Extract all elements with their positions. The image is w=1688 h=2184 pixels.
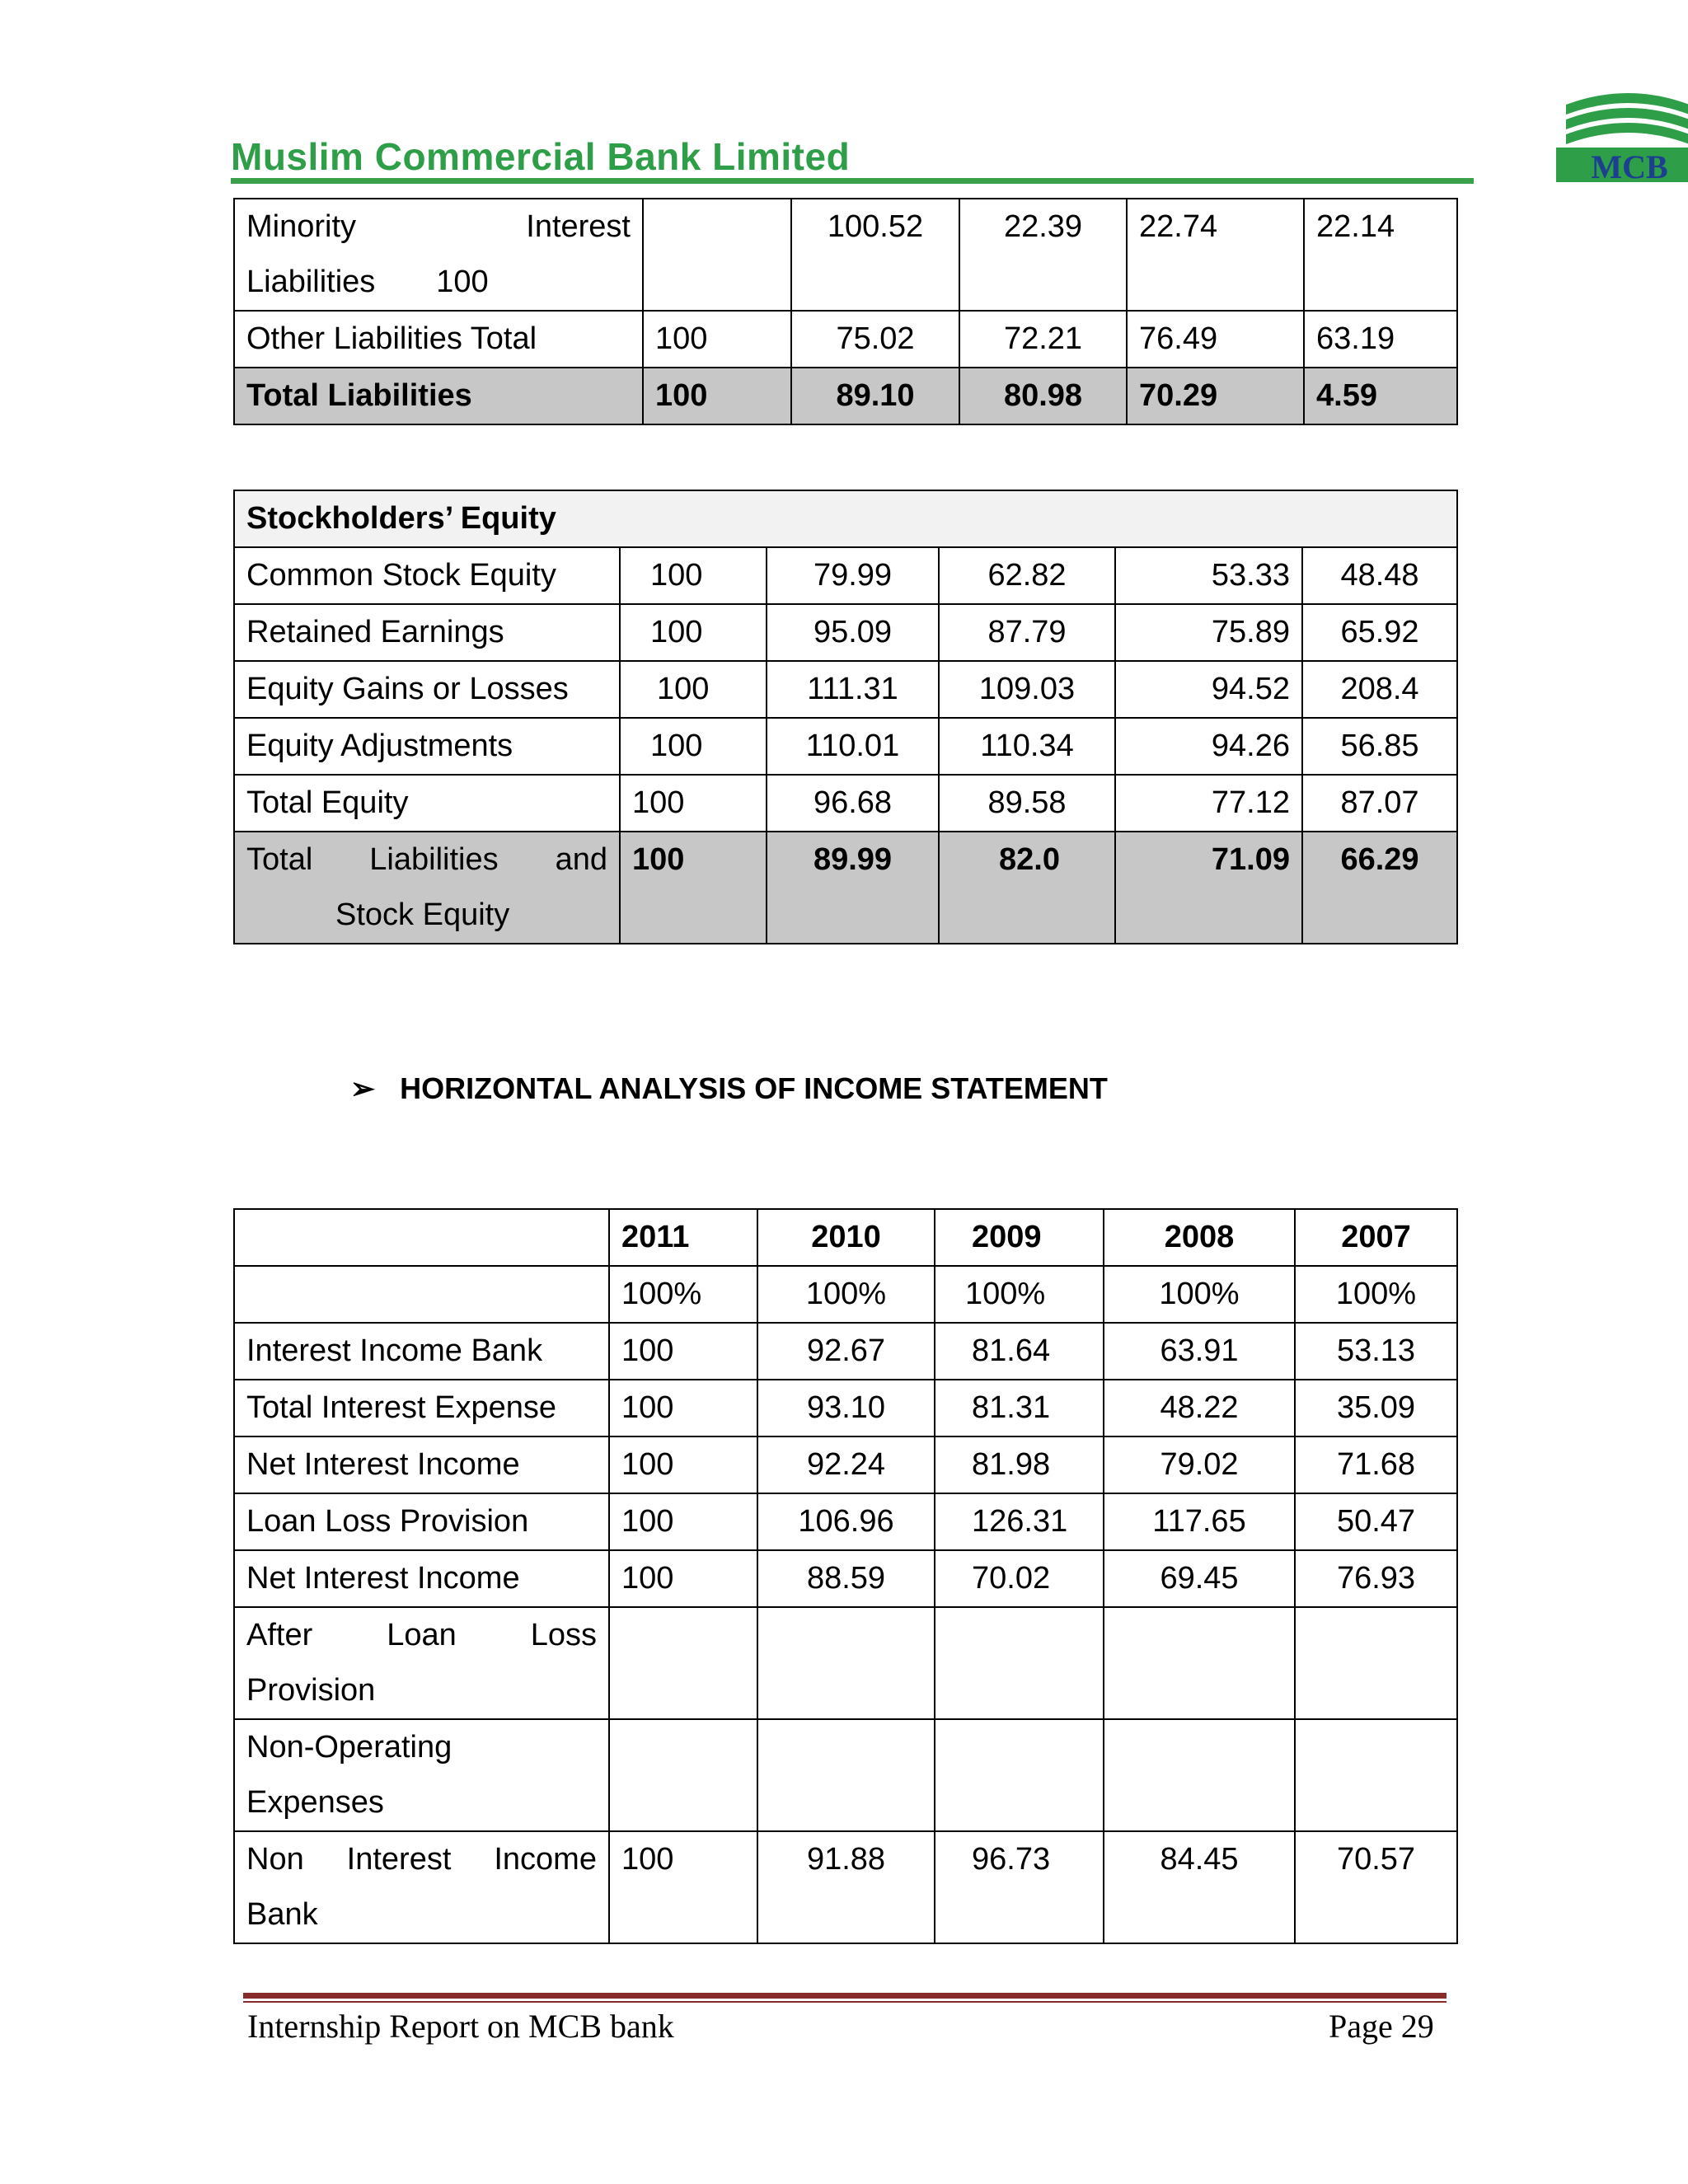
table-row — [234, 661, 1457, 718]
cell-value: 100.52 — [791, 199, 959, 311]
cell-value: 69.45 — [1104, 1550, 1295, 1607]
cell-value: 92.24 — [757, 1436, 935, 1493]
cell-value: 66.29 — [1302, 832, 1457, 944]
cell-value: 84.45 — [1104, 1831, 1295, 1943]
cell-value: 93.10 — [757, 1380, 935, 1436]
cell-value: 89.58 — [939, 775, 1115, 832]
section-title: Stockholders’ Equity — [234, 490, 1457, 547]
cell-value: 100 — [620, 832, 767, 944]
empty-cell — [1295, 1719, 1457, 1831]
cell-value: 100 — [620, 775, 767, 832]
cell-value: 126.31 — [935, 1493, 1104, 1550]
footer-rule-thin — [243, 2001, 1447, 2003]
footer-report-title: Internship Report on MCB bank — [247, 2008, 674, 2045]
cell-value: 208.4 — [1302, 661, 1457, 718]
footer-rule — [243, 1993, 1447, 1999]
cell-value: 70.29 — [1127, 368, 1304, 424]
cell-value: 100 — [620, 718, 767, 775]
cell-value: 50.47 — [1295, 1493, 1457, 1550]
cell-value: 100 — [620, 604, 767, 661]
page-number: Page 29 — [1329, 2008, 1434, 2045]
total-row — [234, 832, 1457, 944]
row-label: Interest Income Bank — [234, 1323, 609, 1380]
cell-value: 94.52 — [1115, 661, 1302, 718]
cell-value: 88.59 — [757, 1550, 935, 1607]
empty-cell — [935, 1607, 1104, 1719]
cell-value: 100 — [609, 1493, 757, 1550]
row-label: Common Stock Equity — [234, 547, 620, 604]
cell-value: 75.02 — [791, 311, 959, 368]
cell-value: 100 — [609, 1831, 757, 1943]
cell-value: 95.09 — [767, 604, 939, 661]
cell-value: 77.12 — [1115, 775, 1302, 832]
cell-value: 106.96 — [757, 1493, 935, 1550]
cell-value: 96.68 — [767, 775, 939, 832]
year-header: 2009 — [935, 1209, 1104, 1266]
cell-value: 100 — [643, 311, 791, 368]
row-label: Non Interest Income Bank — [234, 1831, 609, 1943]
cell-value: 65.92 — [1302, 604, 1457, 661]
cell-value: 4.59 — [1304, 368, 1457, 424]
income-statement-table — [233, 1208, 1458, 1944]
cell-value: 111.31 — [767, 661, 939, 718]
cell-value: 81.98 — [935, 1436, 1104, 1493]
cell-value: 76.49 — [1127, 311, 1304, 368]
cell-value: 117.65 — [1104, 1493, 1295, 1550]
header-rule — [231, 178, 1474, 184]
cell-value: 63.19 — [1304, 311, 1457, 368]
table-row — [234, 1719, 1457, 1831]
empty-cell — [1104, 1607, 1295, 1719]
row-label: Non-Operating Expenses — [234, 1719, 609, 1831]
cell-value: 81.31 — [935, 1380, 1104, 1436]
cell-value: 81.64 — [935, 1323, 1104, 1380]
page-header — [231, 87, 1668, 190]
cell-value: 35.09 — [1295, 1380, 1457, 1436]
table-row — [234, 1607, 1457, 1719]
empty-cell — [609, 1719, 757, 1831]
cell-value: 79.02 — [1104, 1436, 1295, 1493]
table-row — [234, 199, 1457, 311]
cell-value: 100 — [609, 1436, 757, 1493]
cell-value: 100 — [609, 1323, 757, 1380]
cell-value: 62.82 — [939, 547, 1115, 604]
year-header: 2010 — [757, 1209, 935, 1266]
year-header: 2008 — [1104, 1209, 1295, 1266]
base-row — [234, 1266, 1457, 1323]
cell-value: 53.13 — [1295, 1323, 1457, 1380]
cell-value: 100 — [609, 1380, 757, 1436]
row-label: Loan Loss Provision — [234, 1493, 609, 1550]
cell-value: 70.57 — [1295, 1831, 1457, 1943]
cell-value: 96.73 — [935, 1831, 1104, 1943]
cell-value: 79.99 — [767, 547, 939, 604]
row-label: Total Liabilities and Stock Equity — [234, 832, 620, 944]
table-row — [234, 1831, 1457, 1943]
cell-value: 48.48 — [1302, 547, 1457, 604]
row-label: Net Interest Income — [234, 1436, 609, 1493]
cell-value: 70.02 — [935, 1550, 1104, 1607]
cell-value: 94.26 — [1115, 718, 1302, 775]
row-label: Minority Interest Liabilities 100 — [234, 199, 643, 311]
cell-value: 53.33 — [1115, 547, 1302, 604]
cell-value: 100% — [935, 1266, 1104, 1323]
cell-value: 48.22 — [1104, 1380, 1295, 1436]
cell-value: 71.68 — [1295, 1436, 1457, 1493]
cell-value: 92.67 — [757, 1323, 935, 1380]
bank-title: Muslim Commercial Bank Limited — [231, 135, 851, 178]
cell-value: 100 — [620, 661, 767, 718]
table-row — [234, 1493, 1457, 1550]
total-row — [234, 368, 1457, 424]
empty-cell — [234, 1266, 609, 1323]
year-header: 2007 — [1295, 1209, 1457, 1266]
row-label: Total Interest Expense — [234, 1380, 609, 1436]
cell-value: 100% — [609, 1266, 757, 1323]
row-label: Equity Gains or Losses — [234, 661, 620, 718]
empty-cell — [234, 1209, 609, 1266]
table-row — [234, 311, 1457, 368]
table-row — [234, 775, 1457, 832]
cell-value: 89.10 — [791, 368, 959, 424]
cell-value: 22.14 — [1304, 199, 1457, 311]
table-row — [234, 547, 1457, 604]
cell-value: 82.0 — [939, 832, 1115, 944]
cell-value: 63.91 — [1104, 1323, 1295, 1380]
row-label: Retained Earnings — [234, 604, 620, 661]
empty-cell — [1104, 1719, 1295, 1831]
cell-value: 22.39 — [959, 199, 1127, 311]
row-label: After Loan Loss Provision — [234, 1607, 609, 1719]
empty-cell — [935, 1719, 1104, 1831]
cell-value: 91.88 — [757, 1831, 935, 1943]
empty-cell — [609, 1607, 757, 1719]
section-heading — [350, 1071, 1108, 1106]
cell-value: 76.93 — [1295, 1550, 1457, 1607]
table-row — [234, 718, 1457, 775]
table-heading-row — [234, 490, 1457, 547]
svg-text:MCB: MCB — [1591, 148, 1668, 185]
row-label: Total Equity — [234, 775, 620, 832]
cell-value: 22.74 — [1127, 199, 1304, 311]
cell-value: 100 — [609, 1550, 757, 1607]
table-row — [234, 1436, 1457, 1493]
empty-cell — [1295, 1607, 1457, 1719]
cell-value: 56.85 — [1302, 718, 1457, 775]
mcb-logo — [1550, 87, 1688, 185]
table-row — [234, 1550, 1457, 1607]
row-label: Other Liabilities Total — [234, 311, 643, 368]
cell-value: 100% — [1104, 1266, 1295, 1323]
arrow-bullet-icon: ➢ — [350, 1071, 376, 1105]
cell-value: 75.89 — [1115, 604, 1302, 661]
cell-value: 100% — [1295, 1266, 1457, 1323]
row-label: Equity Adjustments — [234, 718, 620, 775]
cell-value: 89.99 — [767, 832, 939, 944]
year-header: 2011 — [609, 1209, 757, 1266]
cell-value: 100 — [620, 547, 767, 604]
empty-cell — [757, 1719, 935, 1831]
cell-value: 80.98 — [959, 368, 1127, 424]
table-row — [234, 1380, 1457, 1436]
equity-table — [233, 490, 1458, 944]
cell-value: 87.79 — [939, 604, 1115, 661]
cell-value: 100% — [757, 1266, 935, 1323]
row-label: Total Liabilities — [234, 368, 643, 424]
cell-value: 72.21 — [959, 311, 1127, 368]
empty-cell — [757, 1607, 935, 1719]
cell-value: 109.03 — [939, 661, 1115, 718]
cell-value: 110.34 — [939, 718, 1115, 775]
liabilities-table — [233, 198, 1458, 425]
cell-value: 100 — [643, 368, 791, 424]
year-header-row — [234, 1209, 1457, 1266]
table-row — [234, 1323, 1457, 1380]
cell-value: 87.07 — [1302, 775, 1457, 832]
table-row — [234, 604, 1457, 661]
cell-value — [643, 199, 791, 311]
cell-value: 110.01 — [767, 718, 939, 775]
cell-value: 71.09 — [1115, 832, 1302, 944]
section-heading-text: HORIZONTAL ANALYSIS OF INCOME STATEMENT — [400, 1071, 1108, 1105]
row-label: Net Interest Income — [234, 1550, 609, 1607]
